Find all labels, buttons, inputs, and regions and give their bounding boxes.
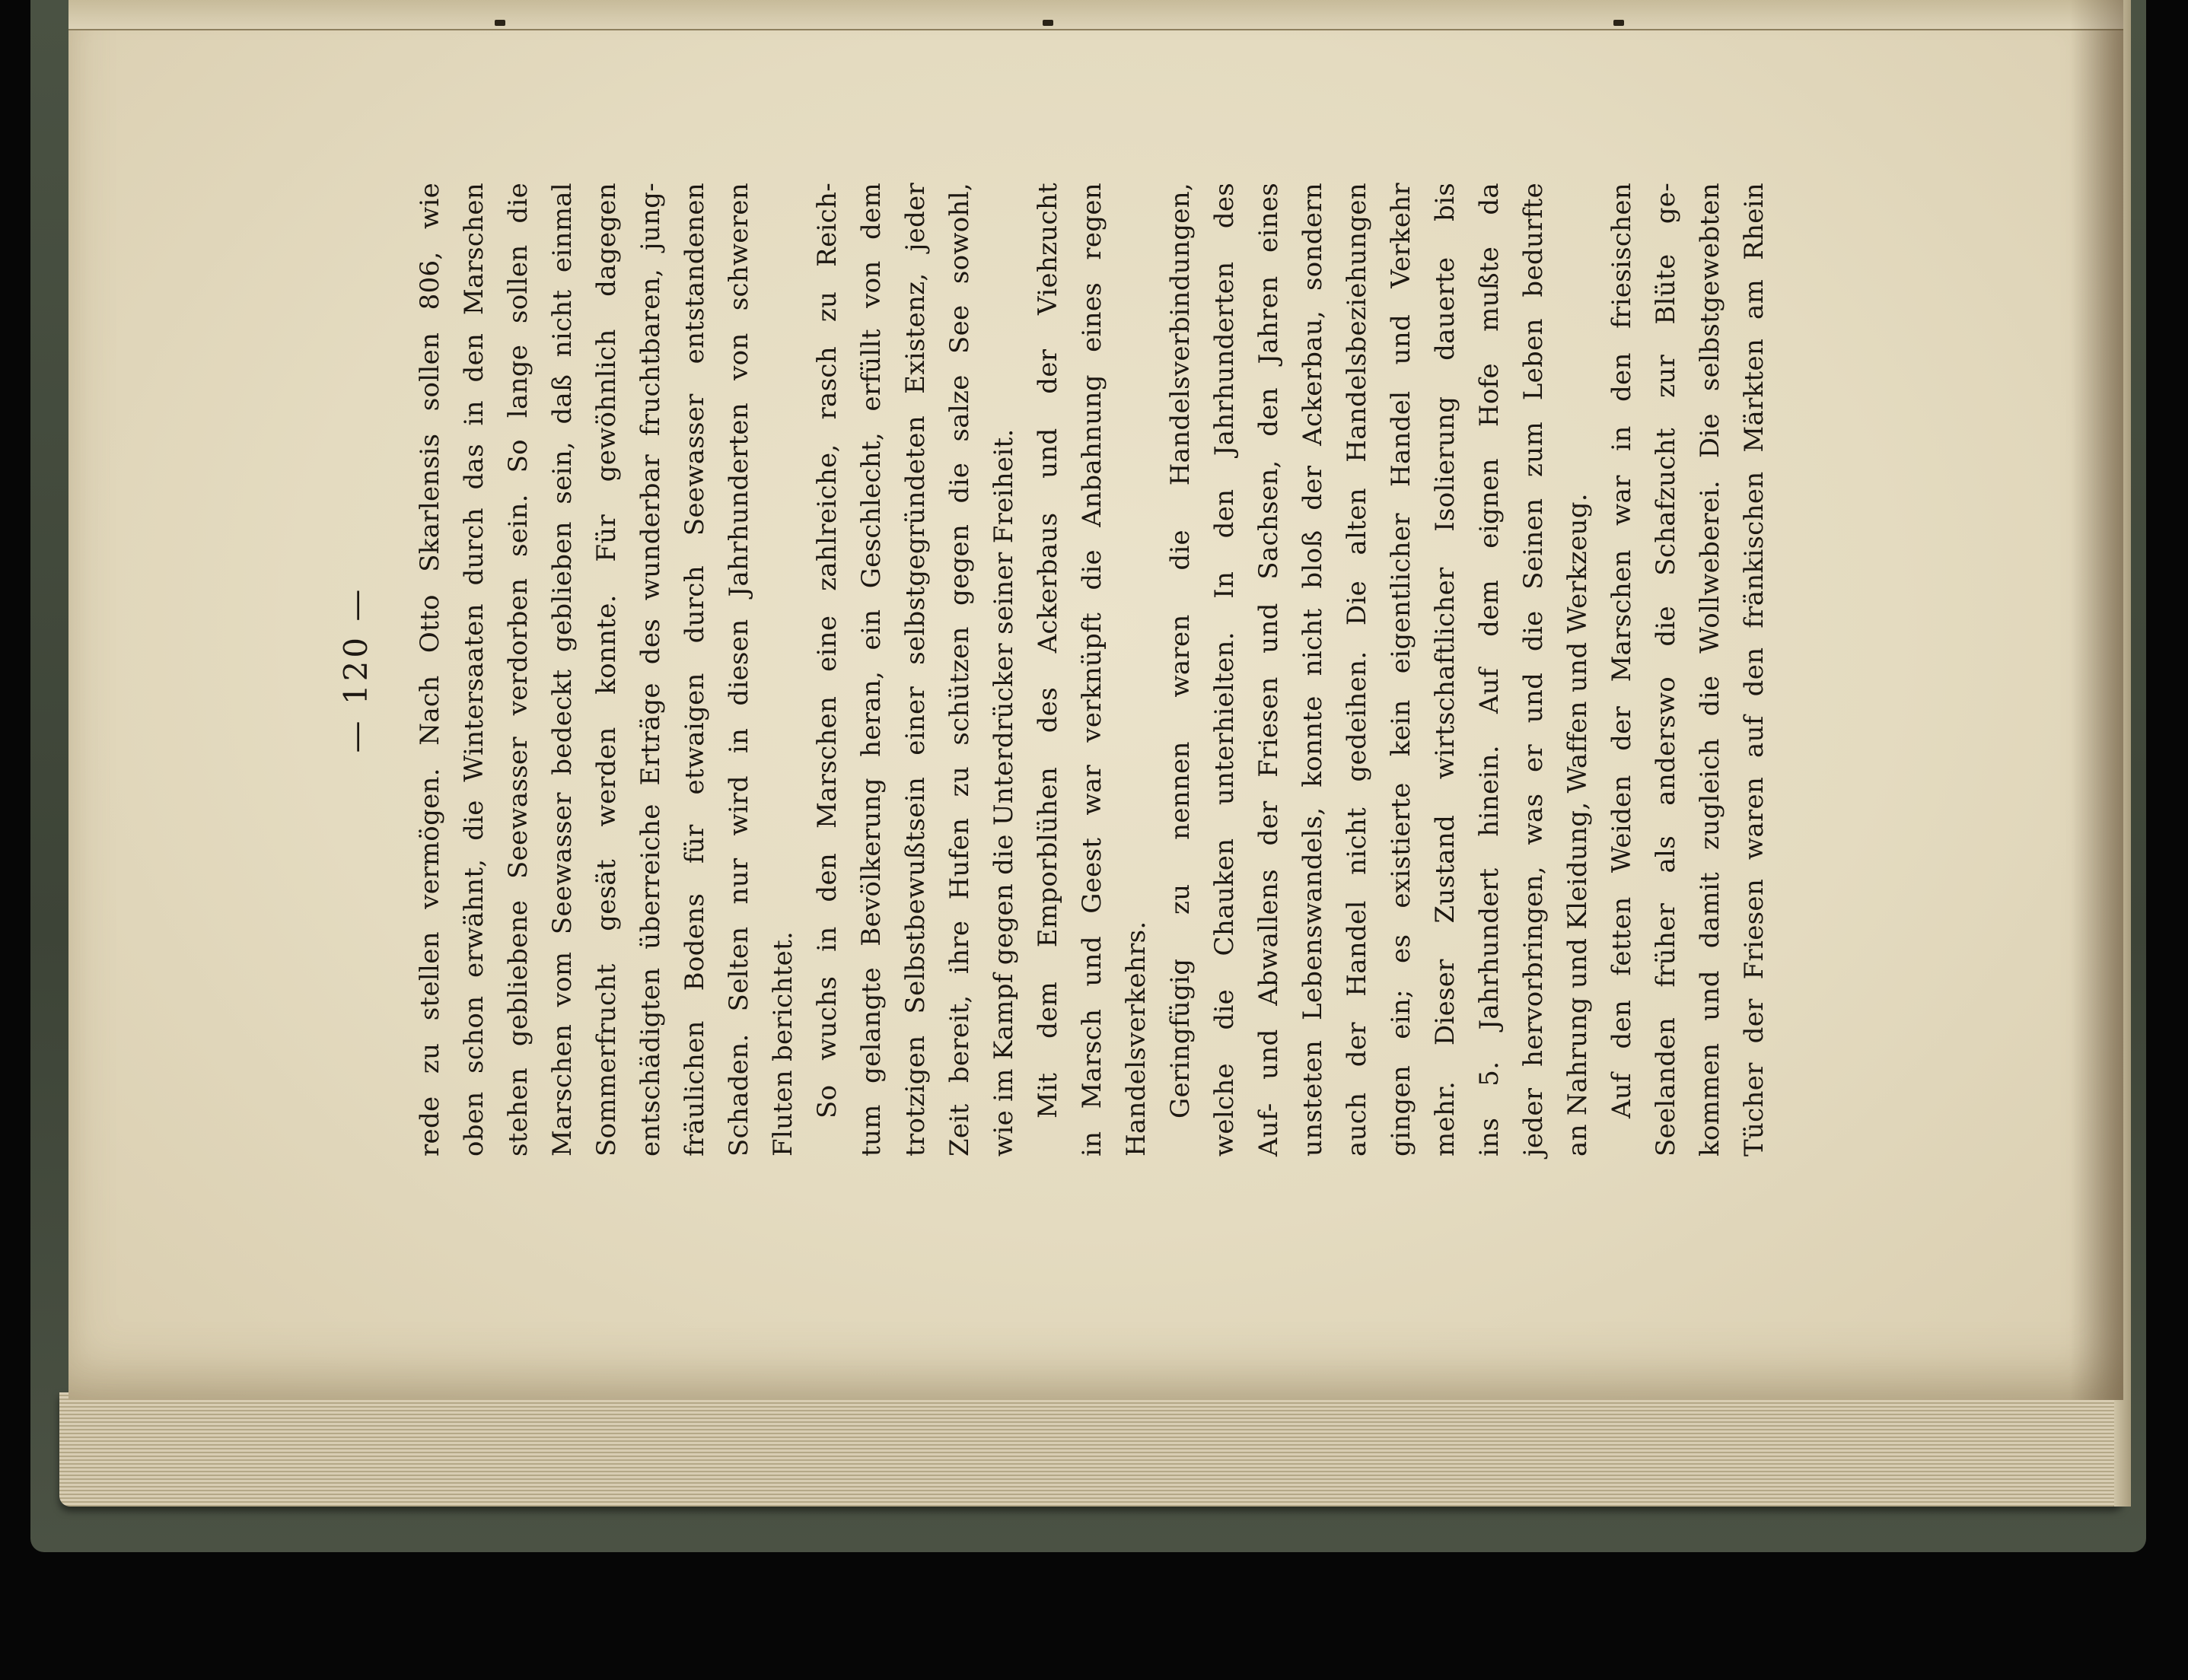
text-line: Handelsverkehrs. (1121, 921, 1151, 1157)
text-line: kommen und damit zugleich die Wollweberei. Die selbstgewebten (1695, 183, 1725, 1157)
text-line: ins 5. Jahrhundert hinein. Auf dem eignen Hofe mußte da (1474, 183, 1505, 1157)
binding-mark (495, 20, 505, 26)
text-line: Geringfügig zu nennen waren die Handelsverbindungen, (1165, 183, 1196, 1118)
text-line: So wuchs in den Marschen eine zahlreiche, rasch zu Reich- (812, 183, 842, 1118)
page-text-block (335, 183, 1776, 1157)
text-line: oben schon erwähnt, die Wintersaaten durch das in den Marschen (459, 183, 489, 1157)
text-line: gingen ein; es existierte kein eigentlicher Handel und Verkehr (1386, 183, 1416, 1157)
text-line: Sommerfrucht gesät werden konnte. Für gewöhnlich dagegen (591, 183, 622, 1157)
text-line: Auf den fetten Weiden der Marschen war in den friesischen (1607, 183, 1637, 1118)
page-edges (59, 1392, 2123, 1507)
text-line: Seelanden früher als anderswo die Schafzucht zur Blüte ge- (1651, 183, 1681, 1157)
text-line: Fluten berichtet. (768, 931, 798, 1157)
text-line: stehen gebliebene Seewasser verdorben sein. So lange sollen die (503, 183, 533, 1157)
text-line: tum gelangte Bevölkerung heran, ein Geschlecht, erfüllt von dem (856, 183, 887, 1157)
text-line: mehr. Dieser Zustand wirtschaftlicher Isolierung dauerte bis (1430, 183, 1460, 1157)
text-line: Zeit bereit, ihre Hufen zu schützen gegen die salze See sowohl, (944, 183, 975, 1157)
book-page (68, 0, 2123, 1400)
text-line: welche die Chauken unterhielten. In den Jahrhunderten des (1209, 183, 1240, 1157)
binding-marks (68, 20, 2123, 27)
text-line: trotzigen Selbstbewußtsein einer selbstgegründeten Existenz, jeder (900, 183, 931, 1157)
page-number: — 120 — (337, 586, 374, 753)
text-line: Mit dem Emporblühen des Ackerbaus und der Viehzucht (1033, 183, 1063, 1118)
text-line: jeder hervorbringen, was er und die Seinen zum Leben bedurfte (1518, 183, 1549, 1157)
text-line: an Nahrung und Kleidung, Waffen und Werkzeug. (1562, 493, 1593, 1157)
text-line: in Marsch und Geest war verknüpft die Anbahnung eines regen (1077, 183, 1107, 1157)
binding-mark (1613, 20, 1624, 26)
text-line: entschädigten überreiche Erträge des wunderbar fruchtbaren, jung- (635, 183, 666, 1157)
text-line: fräulichen Bodens für etwaigen durch Seewasser entstandenen (680, 183, 710, 1157)
text-line: Marschen vom Seewasser bedeckt geblieben sein, daß nicht einmal (547, 183, 578, 1157)
text-line: unsteten Lebenswandels, konnte nicht bloß der Ackerbau, sondern (1298, 183, 1328, 1157)
text-line: auch der Handel nicht gedeihen. Die alten Handelsbeziehungen (1342, 183, 1372, 1157)
text-lines (408, 183, 1776, 1157)
text-line: Auf- und Abwallens der Friesen und Sachsen, den Jahren eines (1253, 183, 1284, 1157)
text-line: wie im Kampf gegen die Unterdrücker seiner Freiheit. (989, 428, 1019, 1157)
binding-mark (1043, 20, 1053, 26)
page-curve-shadow (2070, 0, 2123, 1400)
text-line: Schaden. Selten nur wird in diesen Jahrhunderten von schweren (724, 183, 754, 1157)
text-line: rede zu stellen vermögen. Nach Otto Skarlensis sollen 806, wie (415, 183, 445, 1157)
text-line: Tücher der Friesen waren auf den fränkischen Märkten am Rhein (1739, 183, 1769, 1157)
